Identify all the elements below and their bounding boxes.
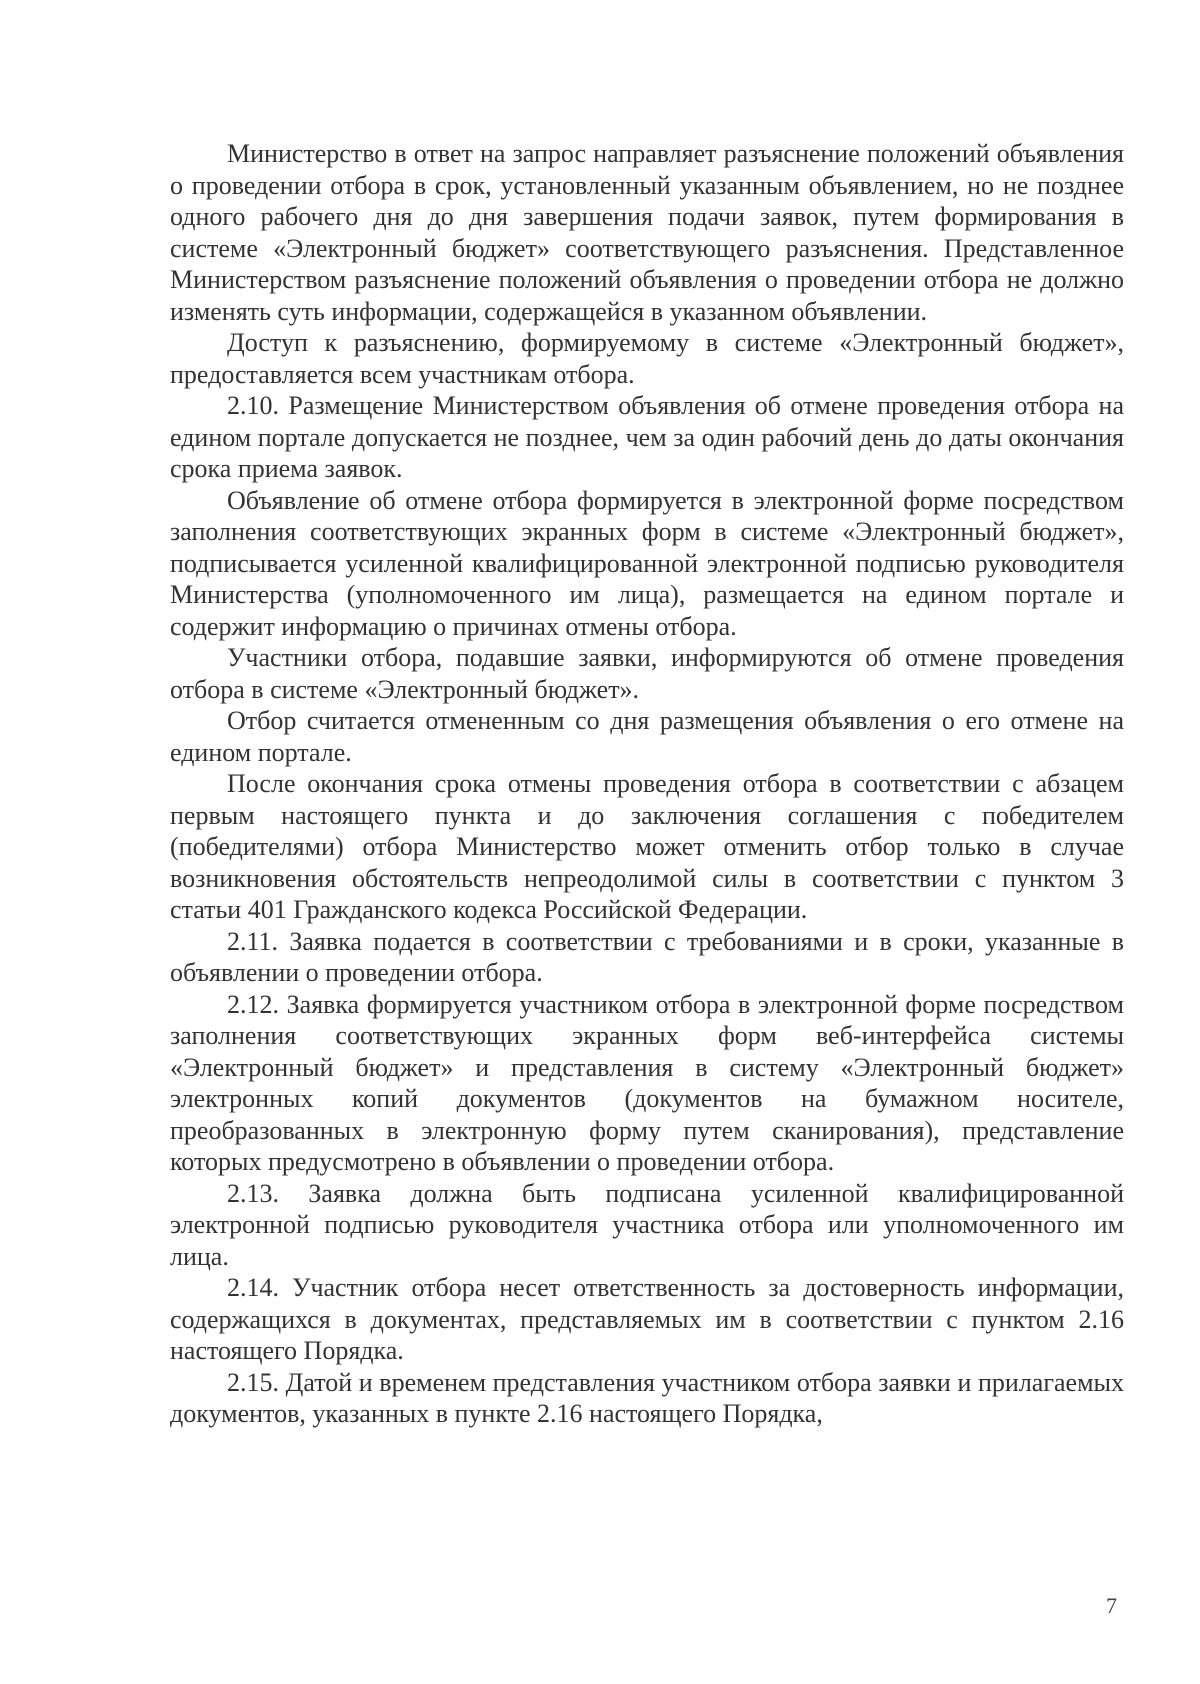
- paragraph-2-10: 2.10. Размещение Министерством объявления об отмене проведения отбора на едином портале допускается не позднее, чем за один рабочий день до даты окончания срока приема заявок.: [170, 391, 1124, 483]
- body-text: [170, 138, 1124, 1430]
- paragraph-2-12: 2.12. Заявка формируется участником отбора в электронной форме посредством заполнения соответствующих экранных форм веб-интерфейса системы «Электронный бюджет» и представления в систему «Электронный бюджет» электронных копий документов (документов на бумажном носителе, преобразованных в электронную форму путем сканирования), представление которых предусмотрено в объявлении о проведении отбора.: [170, 989, 1124, 1176]
- paragraph-cancel-notice: Объявление об отмене отбора формируется в электронной форме посредством заполнения соответствующих экранных форм в системе «Электронный бюджет», подписывается усиленной квалифицированной электронной подписью руководителя Министерства (уполномоченного им лица), размещается на едином портале и содержит информацию о причинах отмены отбора.: [170, 485, 1124, 641]
- paragraph-2-11: 2.11. Заявка подается в соответствии с требованиями и в сроки, указанные в объявлении о проведении отбора.: [170, 926, 1124, 987]
- paragraph-participants-informed: Участники отбора, подавшие заявки, информируются об отмене проведения отбора в системе «Электронный бюджет».: [170, 643, 1124, 704]
- paragraph-clarification: Министерство в ответ на запрос направляет разъяснение положений объявления о проведении отбора в срок, установленный указанным объявлением, но не позднее одного рабочего дня до дня завершения подачи заявок, путем формирования в системе «Электронный бюджет» соответствующего разъяснения. Представленное Министерством разъяснение положений объявления о проведении отбора не должно изменять суть информации, содержащейся в указанном объявлении.: [170, 139, 1124, 326]
- paragraph-access: Доступ к разъяснению, формируемому в системе «Электронный бюджет», предоставляется всем участникам отбора.: [170, 328, 1124, 389]
- page-number: 7: [1106, 1593, 1117, 1618]
- paragraph-force-majeure: После окончания срока отмены проведения отбора в соответствии с абзацем первым настоящего пункта и до заключения соглашения с победителем (победителями) отбора Министерство может отменить отбор только в случае возникновения обстоятельств непреодолимой силы в соответствии с пунктом 3 статьи 401 Гражданского кодекса Российской Федерации.: [170, 769, 1124, 924]
- paragraph-cancelled-date: Отбор считается отмененным со дня размещения объявления о его отмене на едином портале.: [170, 706, 1124, 767]
- paragraph-2-14: 2.14. Участник отбора несет ответственность за достоверность информации, содержащихся в документах, представляемых им в соответствии с пунктом 2.16 настоящего Порядка.: [170, 1273, 1124, 1365]
- paragraph-2-15: 2.15. Датой и временем представления участником отбора заявки и прилагаемых документов, указанных в пункте 2.16 настоящего Порядка,: [170, 1367, 1124, 1428]
- paragraph-2-13: 2.13. Заявка должна быть подписана усиленной квалифицированной электронной подписью руководителя участника отбора или уполномоченного им лица.: [170, 1178, 1124, 1271]
